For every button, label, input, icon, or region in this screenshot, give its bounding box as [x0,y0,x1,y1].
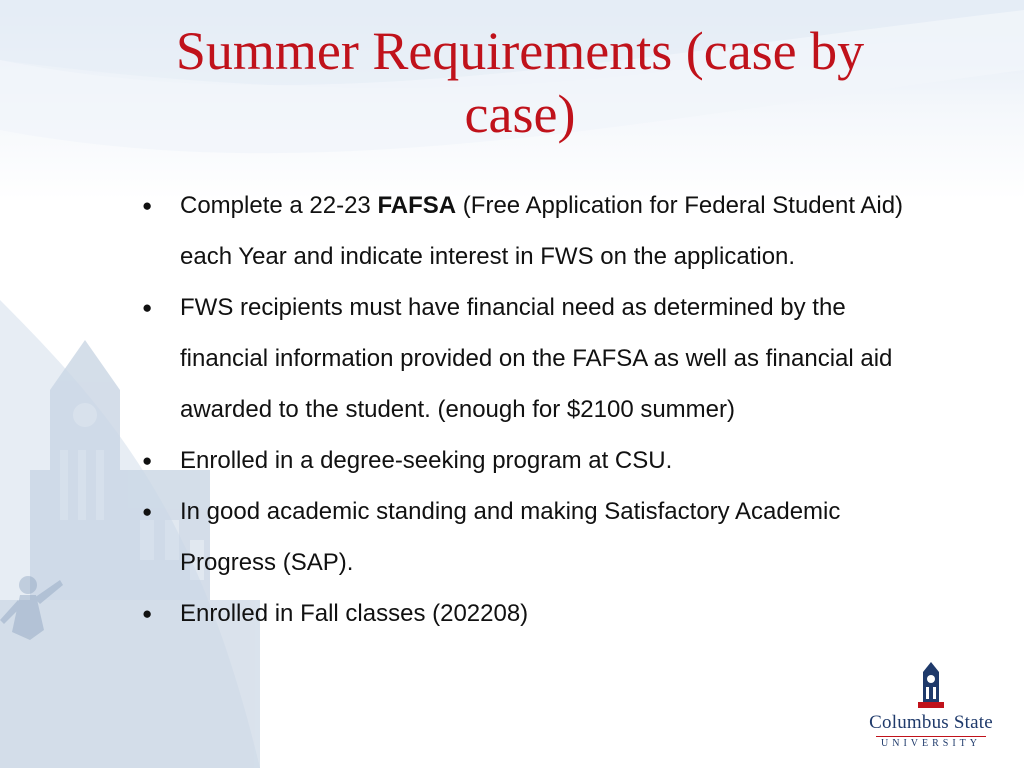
university-subtitle: UNIVERSITY [881,738,981,749]
clock-tower-icon [915,662,947,708]
bullet-text-bold: FAFSA [377,192,457,219]
bullet-dot-icon: ● [142,604,153,623]
bullet-text: Enrolled in a degree-seeking program at CSU. [180,447,673,474]
bullet-text: In good academic standing and making Satisfactory Academic Progress (SAP). [180,498,841,576]
bullet-item [140,282,910,435]
bullet-item [140,435,910,486]
bullet-item [140,588,910,639]
university-name: Columbus State [869,712,993,733]
bullet-text: Enrolled in Fall classes (202208) [180,600,529,627]
bullet-dot-icon: ● [142,502,153,521]
bullet-item [140,180,910,282]
university-logo [848,662,1014,758]
bullet-item [140,486,910,588]
logo-divider [876,736,986,737]
bullet-dot-icon: ● [142,298,153,317]
bullet-text: (Free Application for Federal Student Aid) each Year and indicate interest in FWS on the application. [180,192,904,270]
bullet-text: Complete a 22-23 [180,192,378,219]
bullet-list [140,180,910,639]
bullet-dot-icon: ● [142,451,153,470]
slide-title: Summer Requirements (case by case) [175,21,865,144]
bullet-dot-icon: ● [142,196,153,215]
bullet-text: FWS recipients must have financial need as determined by the financial information provided on the FAFSA as well as financial aid awarded to the student. (enough for $2100 summer) [180,294,893,423]
